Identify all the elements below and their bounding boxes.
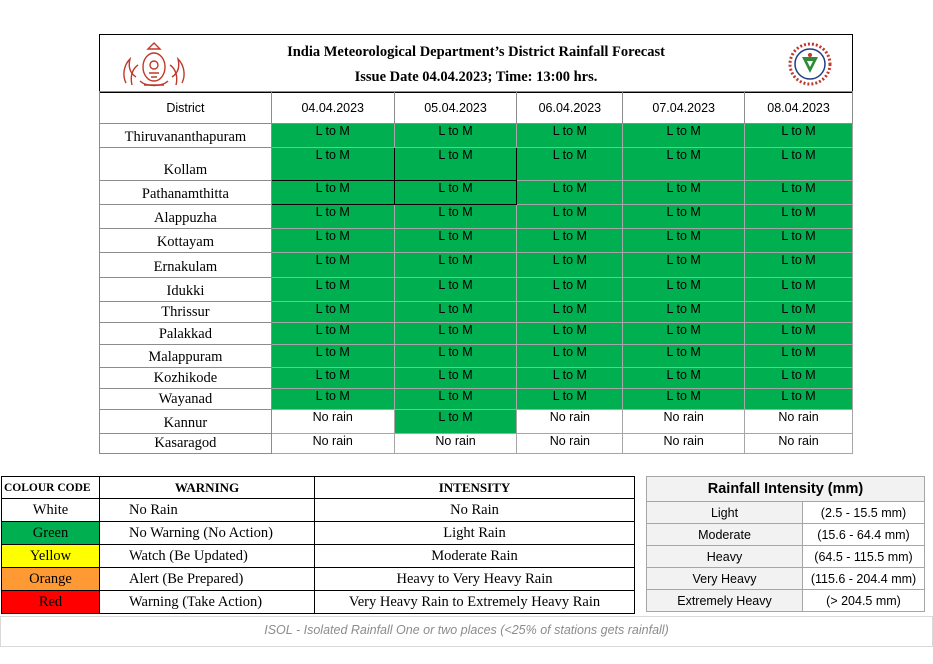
forecast-cell: L to M bbox=[623, 323, 745, 345]
intensity-table-title: Rainfall Intensity (mm) bbox=[647, 477, 925, 502]
date-column-header: 07.04.2023 bbox=[623, 92, 745, 124]
forecast-cell: L to M bbox=[271, 368, 394, 389]
forecast-cell: L to M bbox=[623, 181, 745, 205]
intensity-name: Very Heavy bbox=[647, 568, 803, 590]
footnote: ISOL - Isolated Rainfall One or two places (<25% of stations gets rainfall) bbox=[264, 623, 669, 637]
forecast-cell: L to M bbox=[745, 148, 853, 181]
district-name: Malappuram bbox=[100, 345, 272, 368]
forecast-cell: L to M bbox=[271, 181, 394, 205]
forecast-cell: L to M bbox=[394, 368, 517, 389]
forecast-cell: L to M bbox=[271, 302, 394, 323]
forecast-cell: No rain bbox=[394, 434, 517, 454]
forecast-cell: No rain bbox=[271, 410, 394, 434]
intensity-range: (64.5 - 115.5 mm) bbox=[803, 546, 925, 568]
forecast-cell: L to M bbox=[271, 229, 394, 253]
district-name: Thrissur bbox=[100, 302, 272, 323]
forecast-cell: No rain bbox=[271, 434, 394, 454]
district-name: Alappuzha bbox=[100, 205, 272, 229]
intensity-title-row bbox=[647, 477, 925, 502]
legend-row bbox=[2, 522, 635, 545]
forecast-cell: L to M bbox=[394, 278, 517, 302]
legend-row bbox=[2, 545, 635, 568]
forecast-cell: No rain bbox=[623, 410, 745, 434]
warning-cell: Warning (Take Action) bbox=[100, 591, 315, 614]
district-row bbox=[100, 434, 853, 454]
warning-header: WARNING bbox=[100, 477, 315, 499]
legend-row bbox=[2, 499, 635, 522]
forecast-cell: L to M bbox=[517, 368, 623, 389]
forecast-cell: L to M bbox=[394, 253, 517, 278]
district-name: Ernakulam bbox=[100, 253, 272, 278]
forecast-cell: No rain bbox=[517, 410, 623, 434]
district-name: Idukki bbox=[100, 278, 272, 302]
forecast-cell: No rain bbox=[517, 434, 623, 454]
district-name: Kannur bbox=[100, 410, 272, 434]
forecast-cell: No rain bbox=[745, 410, 853, 434]
forecast-cell: L to M bbox=[517, 278, 623, 302]
intensity-range: (15.6 - 64.4 mm) bbox=[803, 524, 925, 546]
forecast-cell: L to M bbox=[394, 205, 517, 229]
forecast-cell: L to M bbox=[517, 389, 623, 410]
district-row bbox=[100, 124, 853, 148]
district-forecast-table bbox=[99, 34, 853, 452]
rainfall-intensity-table bbox=[646, 476, 925, 612]
district-name: Kasaragod bbox=[100, 434, 272, 454]
date-column-header: 05.04.2023 bbox=[394, 92, 517, 124]
district-name: Kottayam bbox=[100, 229, 272, 253]
district-row bbox=[100, 389, 853, 410]
forecast-cell: L to M bbox=[271, 253, 394, 278]
forecast-cell: L to M bbox=[394, 323, 517, 345]
intensity-name: Extremely Heavy bbox=[647, 590, 803, 612]
legend-row bbox=[2, 568, 635, 591]
forecast-cell: No rain bbox=[745, 434, 853, 454]
district-name: Kozhikode bbox=[100, 368, 272, 389]
forecast-cell: L to M bbox=[517, 302, 623, 323]
forecast-cell: L to M bbox=[394, 148, 517, 181]
intensity-header: INTENSITY bbox=[315, 477, 635, 499]
district-row bbox=[100, 278, 853, 302]
colour-code-cell: Red bbox=[2, 591, 100, 614]
intensity-cell: Light Rain bbox=[315, 522, 635, 545]
forecast-cell: L to M bbox=[745, 278, 853, 302]
forecast-cell: L to M bbox=[623, 229, 745, 253]
forecast-cell: L to M bbox=[623, 124, 745, 148]
district-row bbox=[100, 205, 853, 229]
forecast-cell: No rain bbox=[623, 434, 745, 454]
date-column-header: 04.04.2023 bbox=[271, 92, 394, 124]
forecast-cell: L to M bbox=[271, 323, 394, 345]
forecast-cell: L to M bbox=[745, 389, 853, 410]
district-name: Thiruvananthapuram bbox=[100, 124, 272, 148]
district-row bbox=[100, 302, 853, 323]
intensity-cell: Heavy to Very Heavy Rain bbox=[315, 568, 635, 591]
forecast-cell: L to M bbox=[745, 345, 853, 368]
forecast-cell: L to M bbox=[271, 205, 394, 229]
intensity-row bbox=[647, 524, 925, 546]
district-row bbox=[100, 229, 853, 253]
district-column-header: District bbox=[100, 92, 272, 124]
legend-header-row bbox=[2, 477, 635, 499]
forecast-cell: L to M bbox=[394, 302, 517, 323]
forecast-cell: L to M bbox=[517, 205, 623, 229]
district-row bbox=[100, 323, 853, 345]
district-name: Wayanad bbox=[100, 389, 272, 410]
forecast-cell: L to M bbox=[745, 181, 853, 205]
forecast-cell: L to M bbox=[517, 253, 623, 278]
colour-code-cell: Green bbox=[2, 522, 100, 545]
forecast-cell: L to M bbox=[517, 148, 623, 181]
district-row bbox=[100, 368, 853, 389]
forecast-cell: L to M bbox=[271, 389, 394, 410]
forecast-cell: L to M bbox=[623, 205, 745, 229]
forecast-cell: L to M bbox=[517, 229, 623, 253]
forecast-cell: L to M bbox=[623, 278, 745, 302]
forecast-cell: L to M bbox=[394, 181, 517, 205]
intensity-row bbox=[647, 502, 925, 524]
intensity-name: Light bbox=[647, 502, 803, 524]
district-row bbox=[100, 410, 853, 434]
warning-cell: Alert (Be Prepared) bbox=[100, 568, 315, 591]
forecast-cell: L to M bbox=[745, 302, 853, 323]
forecast-header bbox=[99, 34, 853, 93]
intensity-range: (2.5 - 15.5 mm) bbox=[803, 502, 925, 524]
district-name: Palakkad bbox=[100, 323, 272, 345]
forecast-cell: L to M bbox=[745, 253, 853, 278]
forecast-cell: L to M bbox=[517, 345, 623, 368]
intensity-name: Heavy bbox=[647, 546, 803, 568]
colour-code-header: COLOUR CODE bbox=[2, 477, 100, 499]
intensity-cell: No Rain bbox=[315, 499, 635, 522]
district-row bbox=[100, 253, 853, 278]
forecast-cell: L to M bbox=[394, 389, 517, 410]
forecast-cell: L to M bbox=[394, 229, 517, 253]
forecast-title: India Meteorological Department’s District Rainfall Forecast bbox=[287, 44, 665, 60]
forecast-cell: L to M bbox=[517, 124, 623, 148]
forecast-cell: L to M bbox=[271, 278, 394, 302]
imd-logo-icon bbox=[785, 39, 835, 89]
issue-date: Issue Date 04.04.2023; Time: 13:00 hrs. bbox=[354, 69, 598, 85]
district-name: Pathanamthitta bbox=[100, 181, 272, 205]
district-row bbox=[100, 345, 853, 368]
district-row bbox=[100, 181, 853, 205]
forecast-cell: L to M bbox=[623, 302, 745, 323]
district-row bbox=[100, 148, 853, 181]
date-header-row bbox=[100, 92, 853, 124]
colour-code-cell: White bbox=[2, 499, 100, 522]
intensity-name: Moderate bbox=[647, 524, 803, 546]
colour-code-cell: Yellow bbox=[2, 545, 100, 568]
date-column-header: 08.04.2023 bbox=[745, 92, 853, 124]
forecast-cell: L to M bbox=[517, 323, 623, 345]
intensity-range: (> 204.5 mm) bbox=[803, 590, 925, 612]
forecast-cell: L to M bbox=[394, 345, 517, 368]
intensity-cell: Very Heavy Rain to Extremely Heavy Rain bbox=[315, 591, 635, 614]
colour-code-legend bbox=[1, 476, 635, 614]
forecast-cell: L to M bbox=[623, 253, 745, 278]
legend-row bbox=[2, 591, 635, 614]
forecast-cell: L to M bbox=[271, 148, 394, 181]
forecast-cell: L to M bbox=[517, 181, 623, 205]
forecast-cell: L to M bbox=[271, 124, 394, 148]
district-name: Kollam bbox=[100, 148, 272, 181]
forecast-cell: L to M bbox=[271, 345, 394, 368]
intensity-cell: Moderate Rain bbox=[315, 545, 635, 568]
intensity-range: (115.6 - 204.4 mm) bbox=[803, 568, 925, 590]
forecast-cell: L to M bbox=[623, 389, 745, 410]
forecast-cell: L to M bbox=[394, 410, 517, 434]
forecast-cell: L to M bbox=[623, 368, 745, 389]
intensity-row bbox=[647, 568, 925, 590]
forecast-cell: L to M bbox=[745, 205, 853, 229]
warning-cell: No Rain bbox=[100, 499, 315, 522]
forecast-cell: L to M bbox=[745, 323, 853, 345]
colour-code-cell: Orange bbox=[2, 568, 100, 591]
forecast-cell: L to M bbox=[623, 148, 745, 181]
forecast-cell: L to M bbox=[745, 124, 853, 148]
forecast-cell: L to M bbox=[623, 345, 745, 368]
forecast-cell: L to M bbox=[745, 229, 853, 253]
forecast-grid bbox=[99, 91, 853, 454]
forecast-cell: L to M bbox=[394, 124, 517, 148]
intensity-row bbox=[647, 590, 925, 612]
warning-cell: No Warning (No Action) bbox=[100, 522, 315, 545]
forecast-cell: L to M bbox=[745, 368, 853, 389]
footnote-box bbox=[0, 616, 933, 647]
date-column-header: 06.04.2023 bbox=[517, 92, 623, 124]
warning-cell: Watch (Be Updated) bbox=[100, 545, 315, 568]
intensity-row bbox=[647, 546, 925, 568]
